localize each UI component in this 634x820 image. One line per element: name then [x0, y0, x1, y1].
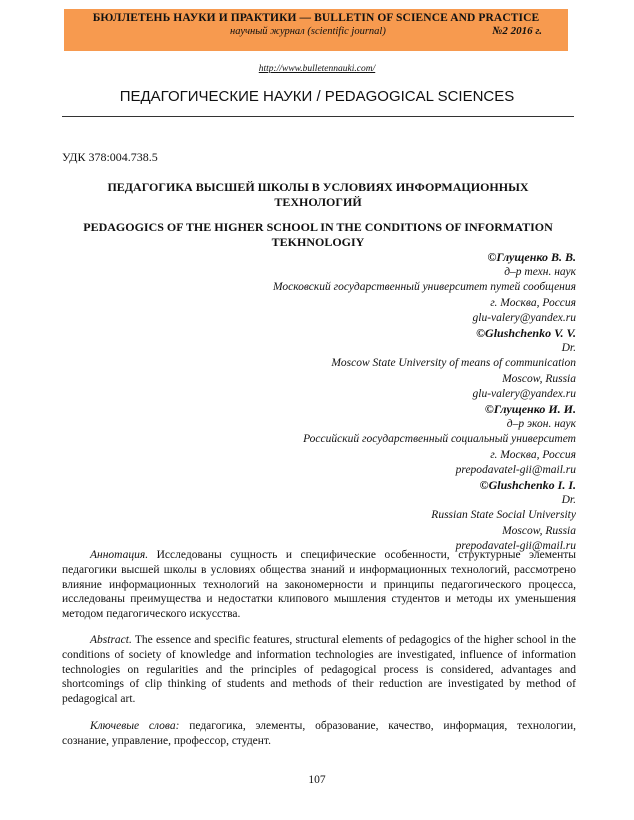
- author-name: ©Глущенко И. И.: [484, 402, 576, 417]
- annotation-label: Аннотация.: [90, 549, 149, 561]
- author-organization: Московский государственный университет путей сообщения: [272, 281, 576, 294]
- journal-url-link[interactable]: http://www.bulletennauki.com/: [258, 64, 376, 74]
- author-city: г. Москва, Россия: [490, 448, 576, 461]
- journal-title: БЮЛЛЕТЕНЬ НАУКИ И ПРАКТИКИ — BULLETIN OF SCIENCE AND PRACTICE: [92, 12, 540, 24]
- abstract-paragraph: [62, 633, 576, 707]
- author-organization: Moscow State University of means of communication: [331, 357, 576, 370]
- title-ru-line-1: ПЕДАГОГИКА ВЫСШЕЙ ШКОЛЫ В УСЛОВИЯХ ИНФОРМАЦИОННЫХ: [107, 180, 529, 194]
- author-degree: Dr.: [561, 494, 576, 507]
- annotation-text: Исследованы сущность и специфические особенности, структурные элементы педагогики высшей школы в условиях общества знаний и информационных технологий, рассмотрено влияние информационных технологий на закономерности и принципы педагогического процесса, исследованы преимущества и недостатки клипового мышления студентов и методы их уменьшения методом педагогического искусства.: [62, 549, 576, 621]
- author-block: [273, 250, 576, 554]
- title-ru-line-2: ТЕХНОЛОГИЙ: [274, 195, 362, 209]
- author-email[interactable]: glu-valery@yandex.ru: [472, 387, 576, 400]
- annotation-paragraph: [62, 548, 576, 622]
- journal-type: научный журнал (scientific journal): [230, 26, 386, 37]
- author-city: г. Москва, Россия: [490, 296, 576, 309]
- title-en-line-1: PEDAGOGICS OF THE HIGHER SCHOOL IN THE CONDITIONS OF INFORMATION: [83, 220, 553, 234]
- keywords-paragraph: [62, 719, 576, 749]
- journal-subtitle-row: [64, 24, 568, 40]
- keywords-text: педагогика, элементы, образование, качество, информация, технологии, сознание, управление, профессор, студент.: [62, 720, 576, 747]
- author-organization: Russian State Social University: [431, 509, 576, 522]
- author-degree: д–р экон. наук: [506, 418, 576, 431]
- author-entry: [273, 478, 576, 554]
- author-email[interactable]: glu-valery@yandex.ru: [472, 311, 576, 324]
- section-divider: [62, 116, 574, 117]
- author-city: Moscow, Russia: [502, 524, 576, 537]
- author-degree: д–р техн. наук: [504, 266, 576, 279]
- author-name: ©Glushchenko I. I.: [479, 478, 576, 493]
- abstract-label: Abstract.: [90, 634, 132, 646]
- author-email[interactable]: prepodavatel-gii@mail.ru: [455, 539, 576, 552]
- title-en-line-2: TEKHNOLOGIY: [271, 235, 365, 249]
- journal-banner: [64, 9, 568, 51]
- author-entry: [273, 326, 576, 402]
- author-name: ©Glushchenko V. V.: [476, 326, 576, 341]
- section-heading: ПЕДАГОГИЧЕСКИЕ НАУКИ / PEDAGOGICAL SCIENCES: [119, 88, 515, 105]
- issue-number: №2 2016 г.: [492, 25, 542, 37]
- author-entry: [273, 402, 576, 478]
- author-name: ©Глущенко В. В.: [487, 250, 576, 264]
- author-organization: Российский государственный социальный университет: [303, 433, 576, 446]
- udk-code: УДК 378:004.738.5: [62, 150, 158, 164]
- author-degree: Dr.: [561, 342, 576, 355]
- author-entry: [273, 250, 576, 326]
- author-email[interactable]: prepodavatel-gii@mail.ru: [455, 463, 576, 476]
- article-title-english: [62, 220, 574, 250]
- author-city: Moscow, Russia: [502, 372, 576, 385]
- article-title-russian: [62, 180, 574, 210]
- abstract-text: The essence and specific features, structural elements of pedagogics of the higher school in the conditions of society of knowledge and information technologies are investigated, influence of information technologies on regularities and the principles of pedagogical process is considered, advantages and shortcomings of clip thinking of students and methods of their reduction are investigated by method of pedagogical art.: [62, 634, 576, 706]
- keywords-label: Ключевые слова:: [90, 720, 180, 732]
- page-number: 107: [308, 774, 326, 786]
